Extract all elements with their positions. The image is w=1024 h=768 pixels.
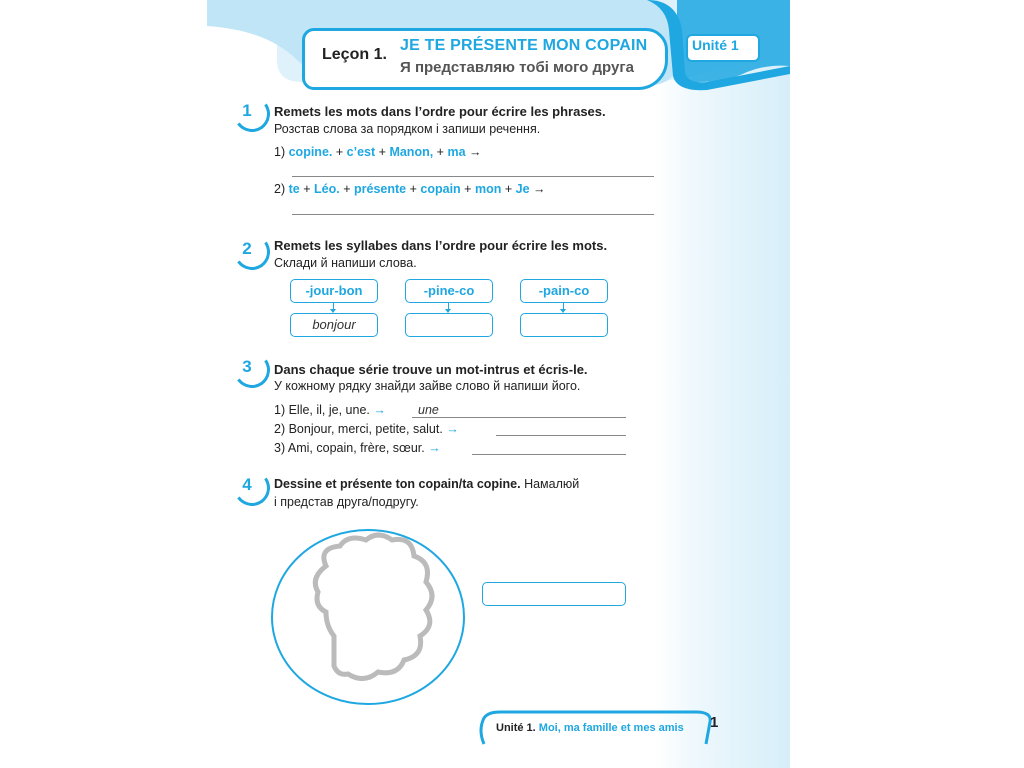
exercise-3-item-2 (274, 422, 459, 436)
answer-line-2[interactable] (292, 214, 654, 215)
word: copine. (288, 145, 333, 159)
lesson-title-ua: Я представляю тобі мого друга (400, 59, 634, 76)
plus-sign: + (504, 182, 513, 196)
syllable-box-3: -pain-co (520, 279, 608, 303)
answer-line-1[interactable] (292, 176, 654, 177)
exercise-3-item-1 (274, 403, 386, 417)
answer-line-3c[interactable] (472, 454, 626, 455)
name-answer-box[interactable] (482, 582, 626, 606)
word: te (288, 182, 300, 196)
answer-line-3b[interactable] (496, 435, 626, 436)
answer-box-3[interactable] (520, 313, 608, 337)
word: ma (447, 145, 466, 159)
lesson-title-fr: JE TE PRÉSENTE MON COPAIN (400, 37, 648, 54)
exercise-4-instruction-ua-2: і представ друга/подругу. (274, 495, 419, 509)
exercise-1-number: 1 (242, 101, 252, 120)
page-number: 1 (710, 714, 719, 731)
word: copain (420, 182, 461, 196)
page-gradient (655, 0, 790, 768)
item-prefix: 1) (274, 145, 286, 159)
syllable-box-2: -pine-co (405, 279, 493, 303)
exercise-4-number: 4 (242, 475, 252, 494)
exercise-4-instruction (274, 477, 579, 491)
series-text: 1) Elle, il, je, une. (274, 403, 370, 417)
answer-line-3a[interactable] (412, 417, 626, 418)
word: Manon, (389, 145, 434, 159)
exercise-4-instruction-fr: Dessine et présente ton copain/ta copine. (274, 477, 521, 491)
word: Léo. (314, 182, 340, 196)
arrow-right-icon: → (446, 422, 459, 436)
plus-sign: + (343, 182, 351, 196)
exercise-2-instruction-fr: Remets les syllabes dans l’ordre pour écrire les mots. (274, 238, 608, 253)
arrow-right-icon: → (428, 441, 441, 455)
exercise-3-instruction-ua: У кожному рядку знайди зайве слово й напиши його. (274, 379, 581, 393)
answer-box-1[interactable]: bonjour (290, 313, 378, 337)
exercise-1-item-1 (274, 145, 482, 159)
word: mon (474, 182, 502, 196)
unit-tab-label: Unité 1 (692, 37, 739, 53)
head-outline-icon (315, 535, 432, 679)
item-prefix: 2) (274, 182, 286, 196)
syllable-box-1: -jour-bon (290, 279, 378, 303)
plus-sign: + (464, 182, 472, 196)
exercise-2-instruction-ua: Склади й напиши слова. (274, 256, 417, 270)
exercise-2-number: 2 (242, 239, 252, 258)
word: présente (354, 182, 407, 196)
word: Je (515, 182, 530, 196)
series-text: 2) Bonjour, merci, petite, salut. (274, 422, 443, 436)
plus-sign: + (409, 182, 417, 196)
plus-sign: + (436, 145, 444, 159)
answer-box-2[interactable] (405, 313, 493, 337)
answer-text-1[interactable]: une (418, 403, 439, 417)
arrow-right-icon: → (469, 145, 482, 159)
plus-sign: + (335, 145, 344, 159)
drawing-area[interactable] (268, 526, 468, 708)
word: c’est (346, 145, 376, 159)
exercise-1-instruction-fr: Remets les mots dans l’ordre pour écrire les phrases. (274, 104, 606, 119)
lesson-label: Leçon 1. (322, 46, 387, 63)
plus-sign: + (378, 145, 386, 159)
exercise-3-item-3 (274, 441, 441, 455)
arrow-right-icon: → (373, 403, 386, 417)
footer-unit (496, 722, 684, 734)
exercise-1-instruction-ua: Розстав слова за порядком і запиши речення. (274, 122, 541, 136)
series-text: 3) Ami, copain, frère, sœur. (274, 441, 425, 455)
exercise-3-number: 3 (242, 357, 252, 376)
footer-unit-label: Unité 1. (496, 722, 536, 734)
arrow-right-icon: → (533, 182, 546, 196)
footer-unit-title: Moi, ma famille et mes amis (538, 722, 684, 734)
exercise-4-instruction-ua-1: Намалюй (524, 477, 580, 491)
plus-sign: + (303, 182, 311, 196)
exercise-3-instruction-fr: Dans chaque série trouve un mot-intrus et écris-le. (274, 362, 588, 377)
exercise-1-item-2 (274, 182, 546, 196)
